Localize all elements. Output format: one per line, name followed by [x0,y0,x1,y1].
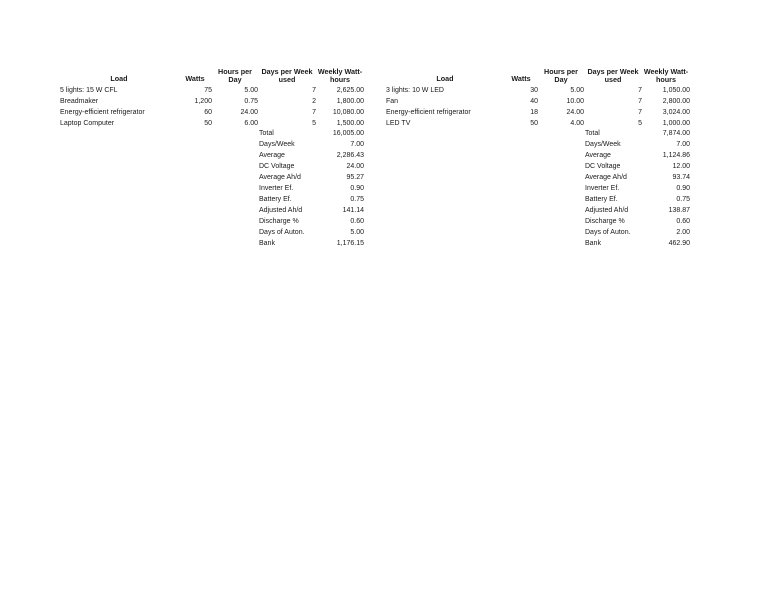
header-hours: Hours per Day [218,67,252,84]
cell-hours: 4.00 [570,120,584,127]
header-watts: Watts [511,74,531,83]
summary-label: Discharge % [259,218,299,225]
cell-load: Laptop Computer [60,120,115,127]
summary-label: Days of Auton. [259,229,305,236]
summary-row [386,139,706,150]
summary-value: 462.90 [668,240,690,247]
summary-label: Battery Ef. [585,196,618,203]
table-row [386,96,706,107]
summary-row [60,205,380,216]
cell-load: Energy-efficient refrigerator [60,109,145,116]
cell-watts: 30 [530,87,538,94]
cell-weekly: 2,625.00 [336,87,364,94]
summary-value: 1,176.15 [336,240,364,247]
summary-label: Discharge % [585,218,625,225]
cell-load: 3 lights: 10 W LED [386,87,444,94]
summary-row [386,128,706,139]
summary-row [60,183,380,194]
header-days: Days per Week used [261,67,313,84]
summary-label: Days of Auton. [585,229,631,236]
summary-value: 0.60 [350,218,364,225]
summary-value: 2,286.43 [336,152,364,159]
cell-days: 7 [638,87,642,94]
summary-label: Days/Week [259,141,295,148]
cell-watts: 60 [204,109,212,116]
summary-label: Average [585,152,611,159]
summary-row [60,227,380,238]
summary-value: 7.00 [676,141,690,148]
summary-value: 0.75 [350,196,364,203]
summary-label: Total [585,130,600,137]
summary-value: 5.00 [350,229,364,236]
summary-row [386,161,706,172]
cell-weekly: 1,000.00 [662,120,690,127]
summary-label: Bank [585,240,601,247]
summary-value: 12.00 [672,163,690,170]
summary-value: 141.14 [342,207,364,214]
cell-weekly: 2,800.00 [662,98,690,105]
summary-label: DC Voltage [259,163,295,170]
cell-weekly: 1,800.00 [336,98,364,105]
cell-hours: 5.00 [570,87,584,94]
summary-row [386,194,706,205]
summary-label: Adjusted Ah/d [585,207,629,214]
cell-hours: 6.00 [244,120,258,127]
summary-value: 95.27 [346,174,364,181]
cell-days: 7 [312,109,316,116]
summary-value: 93.74 [672,174,690,181]
cell-watts: 18 [530,109,538,116]
cell-weekly: 3,024.00 [662,109,690,116]
summary-row [386,205,706,216]
summary-row [60,139,380,150]
cell-hours: 5.00 [244,87,258,94]
summary-row [60,172,380,183]
summary-row [60,216,380,227]
cell-hours: 0.75 [244,98,258,105]
summary-row [60,194,380,205]
cell-watts: 50 [204,120,212,127]
summary-value: 138.87 [668,207,690,214]
cell-load: Energy-efficient refrigerator [386,109,471,116]
table-row [60,107,380,118]
summary-row [60,238,380,249]
cell-days: 7 [638,109,642,116]
summary-row [386,216,706,227]
summary-label: Battery Ef. [259,196,292,203]
table-row [60,85,380,96]
header-load: Load [110,74,128,83]
cell-hours: 24.00 [240,109,258,116]
header-watts: Watts [185,74,205,83]
header-weekly: Weekly Watt-hours [317,67,363,84]
summary-label: Adjusted Ah/d [259,207,303,214]
cell-watts: 1,200 [194,98,212,105]
cell-load: 5 lights: 15 W CFL [60,87,118,94]
cell-load: Breadmaker [60,98,99,105]
header-hours: Hours per Day [544,67,578,84]
summary-row [60,150,380,161]
cell-watts: 75 [204,87,212,94]
table-row [60,96,380,107]
header-row [60,66,380,86]
header-row [386,66,706,86]
cell-hours: 10.00 [566,98,584,105]
summary-row [60,128,380,139]
cell-weekly: 1,500.00 [336,120,364,127]
cell-days: 5 [312,120,316,127]
header-weekly: Weekly Watt-hours [643,67,689,84]
cell-watts: 50 [530,120,538,127]
table-row [386,85,706,96]
summary-row [60,161,380,172]
summary-label: Days/Week [585,141,621,148]
summary-value: 7.00 [350,141,364,148]
summary-value: 24.00 [346,163,364,170]
summary-value: 0.90 [676,185,690,192]
summary-row [386,183,706,194]
cell-weekly: 1,050.00 [662,87,690,94]
summary-label: Average [259,152,285,159]
cell-days: 5 [638,120,642,127]
cell-load: Fan [386,98,399,105]
summary-label: DC Voltage [585,163,621,170]
cell-weekly: 10,080.00 [332,109,364,116]
summary-value: 2.00 [676,229,690,236]
summary-label: Inverter Ef. [259,185,294,192]
cell-watts: 40 [530,98,538,105]
header-days: Days per Week used [587,67,639,84]
summary-row [386,238,706,249]
table-row [386,107,706,118]
summary-label: Inverter Ef. [585,185,620,192]
summary-label: Total [259,130,274,137]
summary-label: Average Ah/d [585,174,627,181]
summary-row [386,150,706,161]
summary-value: 0.75 [676,196,690,203]
summary-value: 7,874.00 [662,130,690,137]
cell-days: 7 [312,87,316,94]
cell-hours: 24.00 [566,109,584,116]
summary-label: Bank [259,240,275,247]
summary-value: 16,005.00 [332,130,364,137]
summary-value: 0.90 [350,185,364,192]
cell-days: 7 [638,98,642,105]
summary-row [386,172,706,183]
summary-label: Average Ah/d [259,174,301,181]
summary-row [386,227,706,238]
cell-load: LED TV [386,120,411,127]
summary-value: 1,124.86 [662,152,690,159]
summary-value: 0.60 [676,218,690,225]
header-load: Load [436,74,454,83]
cell-days: 2 [312,98,316,105]
